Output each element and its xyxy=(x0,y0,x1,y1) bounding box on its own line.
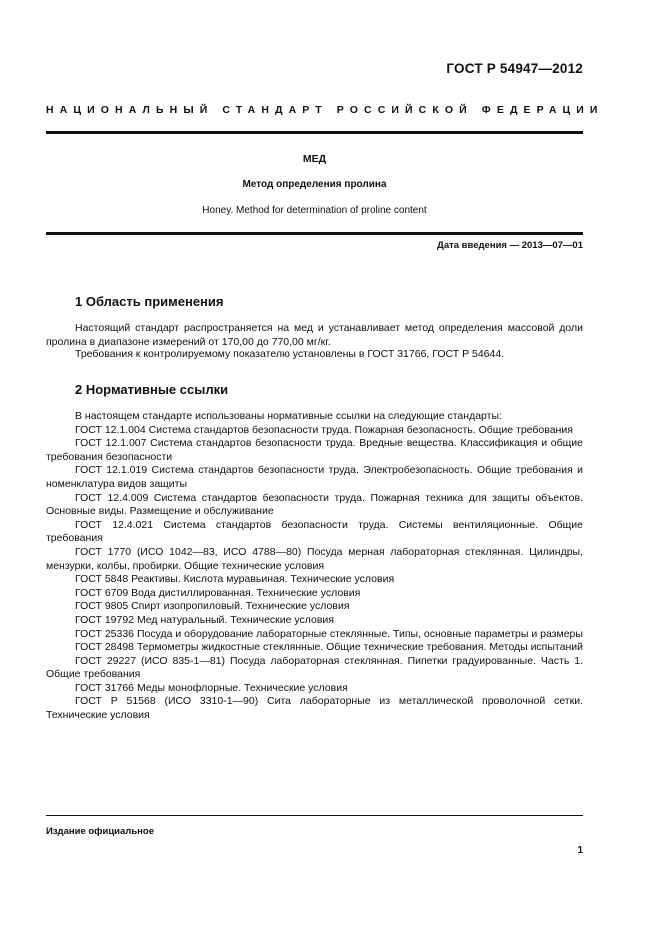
national-standard-title: НАЦИОНАЛЬНЫЙ СТАНДАРТ РОССИЙСКОЙ ФЕДЕРАЦИИ xyxy=(46,104,604,116)
page-number: 1 xyxy=(577,845,583,856)
document-title: МЕД xyxy=(302,153,327,165)
list-item: ГОСТ 12.1.007 Система стандартов безопасности труда. Вредные вещества. Классификация и общие требования безопасности xyxy=(46,437,583,463)
list-item: ГОСТ 28498 Термометры жидкостные стеклянные. Общие технические требования. Методы испытаний xyxy=(75,641,583,654)
list-item: ГОСТ 19792 Мед натуральный. Технические условия xyxy=(75,613,334,626)
title-rule xyxy=(46,232,583,235)
english-title: Honey. Method for determination of proline content xyxy=(202,205,427,216)
document-subtitle: Метод определения пролина xyxy=(242,179,387,190)
list-item: ГОСТ 5848 Реактивы. Кислота муравьиная. Технические условия xyxy=(75,573,395,586)
list-item: ГОСТ 12.1.004 Система стандартов безопасности труда. Пожарная безопасность. Общие требования xyxy=(75,423,573,436)
list-item: ГОСТ 12.4.021 Система стандартов безопасности труда. Системы вентиляционные. Общие требования xyxy=(46,518,583,545)
list-item: ГОСТ 12.4.009 Система стандартов безопасности труда. Пожарная техника для защиты объектов. Основные виды. Размещение и обслуживание xyxy=(46,491,583,518)
edition-note: Издание официальное xyxy=(46,826,154,837)
footer-rule xyxy=(46,815,583,816)
list-item: ГОСТ 12.1.019 Система стандартов безопасности труда. Электробезопасность. Общие требования и номенклатура видов защиты xyxy=(46,464,583,490)
list-item: ГОСТ 25336 Посуда и оборудование лабораторные стеклянные. Типы, основные параметры и размеры xyxy=(75,627,583,640)
list-item: ГОСТ 6709 Вода дистиллированная. Технические условия xyxy=(75,586,361,599)
standard-code: ГОСТ Р 54947—2012 xyxy=(446,61,583,76)
effective-date: Дата введения — 2013—07—01 xyxy=(437,240,583,251)
section-1-paragraph-2: Требования к контролируемому показателю установлены в ГОСТ 31766, ГОСТ Р 54644. xyxy=(75,348,505,360)
header-rule xyxy=(46,131,583,134)
section-2-heading: 2 Нормативные ссылки xyxy=(75,382,229,397)
list-item: В настоящем стандарте использованы нормативные ссылки на следующие стандарты: xyxy=(75,410,502,422)
list-item: ГОСТ Р 51568 (ИСО 3310-1—90) Сита лабораторные из металлической проволочной сетки. Технические условия xyxy=(46,695,583,722)
list-item: ГОСТ 29227 (ИСО 835-1—81) Посуда лабораторная стеклянная. Пипетки градуированные. Часть 1. Общие требования xyxy=(46,654,583,681)
section-1-heading: 1 Область применения xyxy=(75,294,224,309)
section-1-paragraph-1: Настоящий стандарт распространяется на мед и устанавливает метод определения массовой доли пролина в диапазоне измерений от 170,00 до 770,00 мг/кг. xyxy=(46,322,583,348)
list-item: ГОСТ 9805 Спирт изопропиловый. Технические условия xyxy=(75,600,350,613)
reference-list xyxy=(46,410,583,723)
list-item: ГОСТ 1770 (ИСО 1042—83, ИСО 4788—80) Посуда мерная лабораторная стеклянная. Цилиндры, мензурки, колбы, пробирки. Общие технические условия xyxy=(46,545,583,572)
list-item: ГОСТ 31766 Меды монофлорные. Технические условия xyxy=(75,681,348,694)
